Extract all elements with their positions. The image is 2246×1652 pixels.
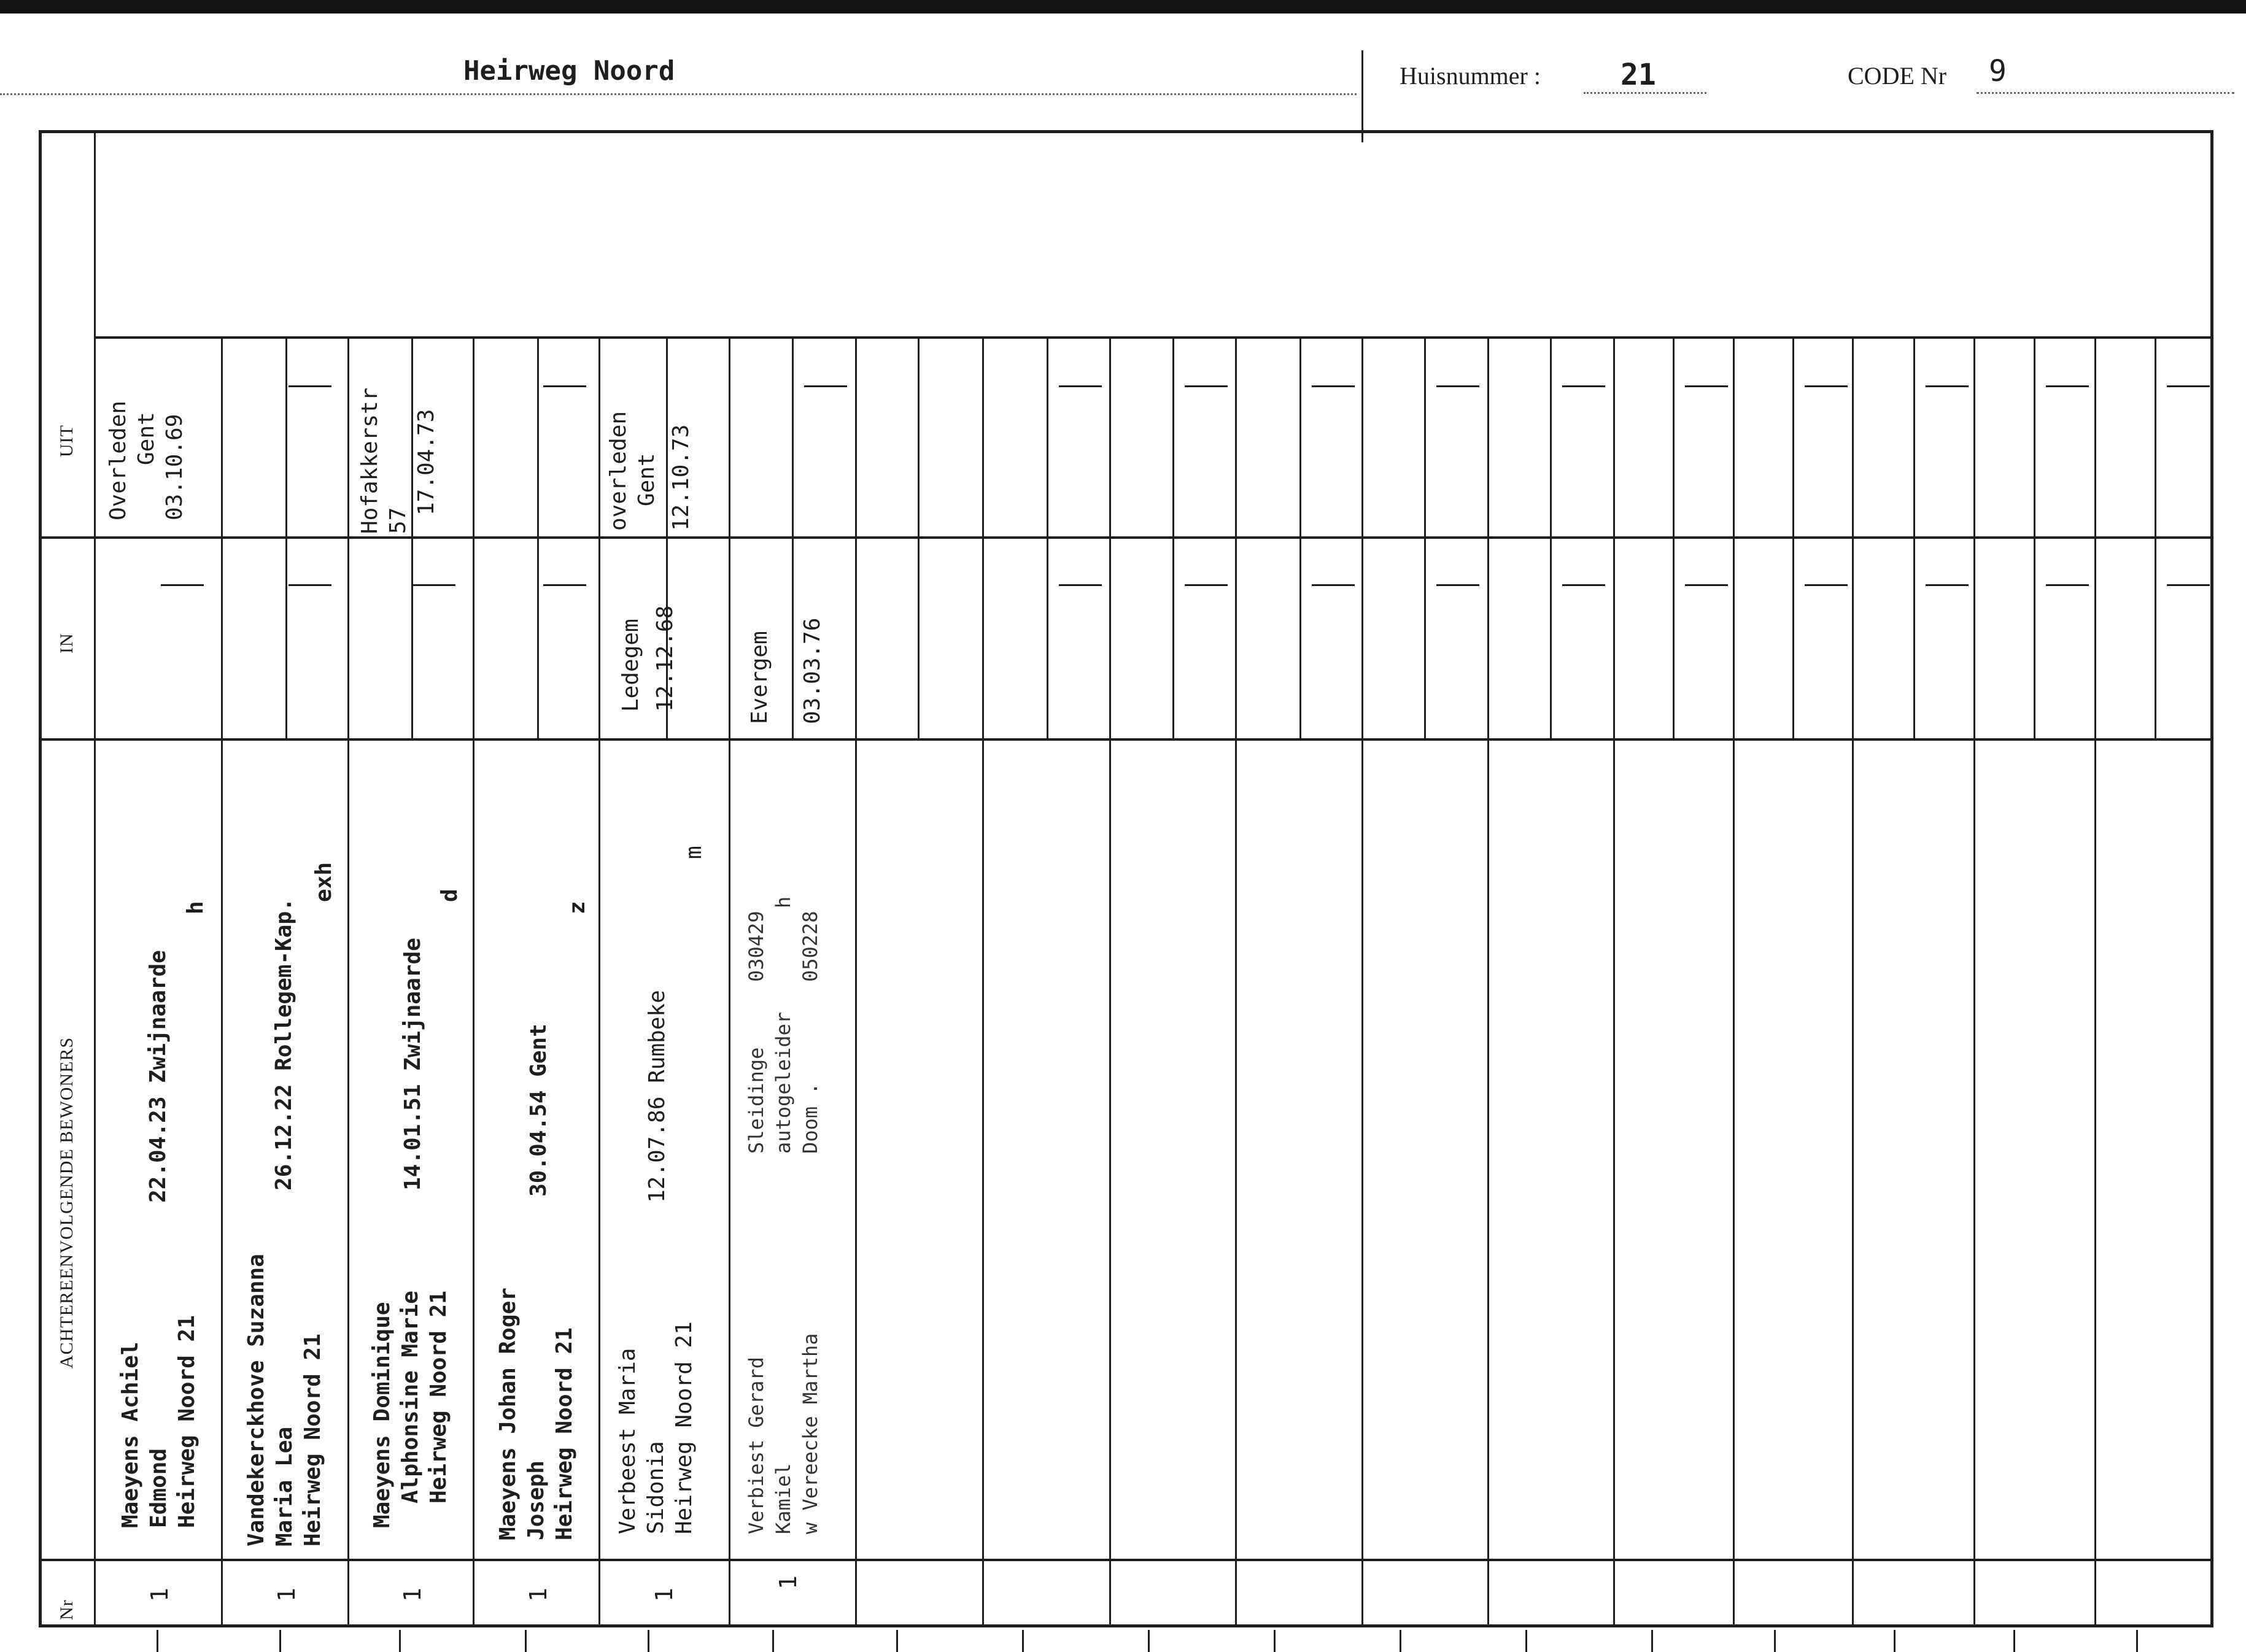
resident-6-codes: 030429 h 050228 [745,896,822,982]
code-dotted-line [1977,92,2234,94]
street-name: Heirweg Noord [463,55,675,87]
in-empty-dash-12 [1685,584,1728,586]
date-subcolumn-line-7 [1047,336,1048,738]
resident-2-uit-empty [288,385,331,387]
resident-5-uit: overleden Gent 12.10.73 [606,411,694,531]
bottom-tick-1 [157,1630,158,1652]
uit-empty-dash-8 [1185,385,1228,387]
column-line-15 [1973,336,1975,1627]
uit-empty-dash-10 [1436,385,1479,387]
column-line-7 [982,336,984,1627]
uit-empty-dash-15 [2046,385,2089,387]
in-empty-dash-16 [2167,584,2210,586]
bottom-tick-6 [772,1630,774,1652]
bottom-tick-3 [399,1630,401,1652]
bottom-tick-7 [896,1630,898,1652]
bottom-tick-13 [1651,1630,1653,1652]
in-empty-dash-10 [1436,584,1479,586]
huisnummer-value: 21 [1621,58,1656,92]
street-dotted-line [0,93,1357,95]
resident-5-name: Verbeest Maria Sidonia Heirweg Noord 21 [615,1321,697,1534]
row-line-nr-top [39,1559,2213,1561]
in-empty-dash-13 [1805,584,1848,586]
label-uit: UIT [56,425,77,457]
date-subcolumn-line-15 [2034,336,2035,738]
column-line-12 [1613,336,1615,1627]
column-line-4 [598,336,600,1627]
in-empty-dash-8 [1185,584,1228,586]
resident-1-uit: Overleden Gent 03.10.69 [106,400,187,520]
uit-empty-dash-12 [1685,385,1728,387]
bottom-tick-11 [1400,1630,1401,1652]
resident-6-extra: Sleidinge autogeleider Doom . [745,1011,822,1154]
in-empty-dash-7 [1059,584,1102,586]
date-subcolumn-line-16 [2155,336,2156,738]
resident-1-in-empty [161,584,204,586]
bottom-tick-15 [1894,1630,1896,1652]
header-separator [1361,50,1363,142]
date-subcolumn-line-9 [1299,336,1301,738]
resident-1-code: h [183,901,208,914]
resident-5-nr: 1 [651,1588,678,1602]
date-subcolumn-line-11 [1550,336,1552,738]
date-subcolumn-line-1 [285,336,287,738]
resident-3-nr: 1 [399,1588,426,1602]
bottom-tick-14 [1774,1630,1776,1652]
uit-empty-dash-14 [1926,385,1969,387]
uit-empty-dash-9 [1312,385,1355,387]
date-subcolumn-line-8 [1172,336,1174,738]
date-subcolumn-line-10 [1424,336,1426,738]
uit-empty-dash-11 [1562,385,1605,387]
column-line-11 [1487,336,1489,1627]
column-line-16 [2094,336,2096,1627]
uit-empty-dash-16 [2167,385,2210,387]
resident-3-uit: Hofakkerstr 57 17.04.73 [357,387,439,534]
date-subcolumn-line-12 [1673,336,1675,738]
resident-1-nr: 1 [146,1588,173,1602]
resident-2-nr: 1 [273,1588,300,1602]
form-header [0,14,2246,130]
label-column-separator [94,130,96,1627]
resident-4-name: Maeyens Johan Roger Joseph Heirweg Noord 21 [495,1287,577,1540]
bottom-tick-10 [1274,1630,1276,1652]
column-line-14 [1852,336,1854,1627]
register-table [39,130,2213,1627]
resident-6-name: Verbiest Gerard Kamiel w Vereecke Martha [745,1333,822,1534]
column-line-3 [473,336,474,1627]
resident-6-nr: 1 [775,1575,802,1589]
label-nr: Nr [56,1599,77,1620]
resident-1-name: Maeyens Achiel Edmond Heirweg Noord 21 [118,1315,199,1528]
resident-5-in: Ledegem 12.12.68 [618,605,678,712]
resident-3-code: d [437,889,462,902]
resident-3-in-empty [412,584,455,586]
code-label: CODE Nr [1848,62,1947,90]
resident-3-name: Maeyens Dominique Alphonsine Marie Heirweg Noord 21 [370,1291,451,1528]
uit-empty-dash-13 [1805,385,1848,387]
in-empty-dash-15 [2046,584,2089,586]
column-line-13 [1733,336,1735,1627]
bottom-tick-9 [1148,1630,1150,1652]
bottom-tick-16 [2013,1630,2015,1652]
resident-4-nr: 1 [525,1588,552,1602]
in-empty-dash-14 [1926,584,1969,586]
bottom-tick-12 [1525,1630,1527,1652]
date-subcolumn-line-14 [1913,336,1915,738]
row-line-bewoners-top [39,738,2213,741]
resident-4-code: z [565,901,590,914]
bottom-tick-4 [525,1630,527,1652]
label-in: IN [56,633,77,654]
resident-6-in: Evergem 03.03.76 [747,617,825,724]
resident-2-in-empty [288,584,331,586]
column-line-10 [1361,336,1363,1627]
resident-4-birth: 30.04.54 Gent [526,1024,551,1197]
in-empty-dash-11 [1562,584,1605,586]
column-line-8 [1109,336,1111,1627]
column-line-9 [1235,336,1237,1627]
resident-2-name: Vandekerckhove Suzanna Maria Lea Heirweg Noord 21 [244,1254,325,1546]
date-subcolumn-line-3 [537,336,539,738]
scan-top-border [0,0,2246,14]
label-bewoners: ACHTEREENVOLGENDE BEWONERS [56,1036,77,1368]
row-line-in-top [39,536,2213,539]
resident-1-birth: 22.04.23 Zwijnaarde [145,950,171,1203]
column-line-1 [221,336,223,1627]
resident-2-code: exh [311,862,336,902]
resident-4-in-empty [543,584,586,586]
column-line-6 [855,336,857,1627]
column-line-5 [729,336,730,1627]
huisnummer-dotted-line [1584,92,1706,94]
bottom-tick-17 [2136,1630,2138,1652]
in-empty-dash-9 [1312,584,1355,586]
code-value: 9 [1989,54,2007,88]
resident-2-birth: 26.12.22 Rollegem-Kap. [271,898,296,1191]
huisnummer-label: Huisnummer : [1400,62,1541,90]
bottom-tick-5 [648,1630,649,1652]
resident-4-uit-empty [543,385,586,387]
resident-5-code: m [681,846,707,859]
bottom-tick-8 [1022,1630,1024,1652]
resident-6-uit-empty [804,385,847,387]
resident-5-birth: 12.07.86 Rumbeke [645,990,670,1203]
bottom-tick-2 [279,1630,281,1652]
column-line-2 [347,336,349,1627]
uit-empty-dash-7 [1059,385,1102,387]
date-subcolumn-line-6 [918,336,920,738]
date-subcolumn-line-13 [1792,336,1794,738]
resident-3-birth: 14.01.51 Zwijnaarde [400,938,425,1191]
